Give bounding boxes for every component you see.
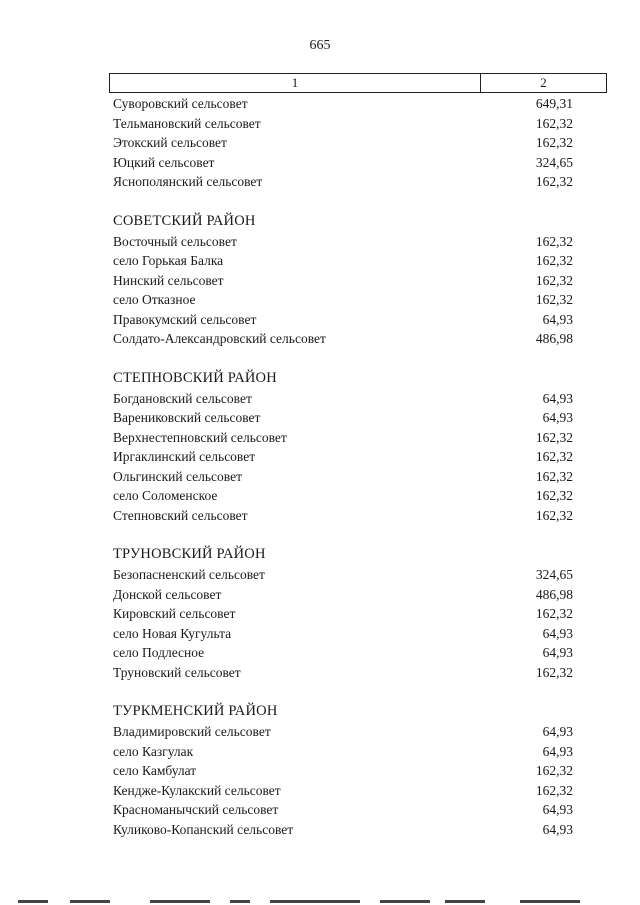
row-name: село Соломенское	[113, 488, 218, 503]
document-body	[113, 94, 573, 839]
table-row	[113, 585, 573, 605]
row-name: Безопасненский сельсовет	[113, 567, 265, 582]
table-row	[113, 486, 573, 506]
scan-mark	[520, 900, 580, 903]
table-row	[113, 133, 573, 153]
table-row	[113, 329, 573, 349]
row-name: Яснополянский сельсовет	[113, 174, 263, 189]
table-row	[113, 114, 573, 134]
row-value: 162,32	[535, 606, 573, 621]
row-value: 162,32	[535, 488, 573, 503]
row-value: 162,32	[535, 292, 573, 307]
row-value: 162,32	[535, 429, 573, 445]
table-row	[113, 447, 573, 467]
district-section	[113, 701, 573, 839]
row-name: Солдато-Александровский сельсовет	[113, 331, 326, 346]
row-name: Верхнестепновский сельсовет	[113, 429, 287, 445]
table-row	[113, 310, 573, 330]
row-value: 64,93	[542, 311, 573, 327]
row-value: 64,93	[542, 743, 573, 759]
row-name: Правокумский сельсовет	[113, 311, 257, 327]
row-value: 162,32	[535, 782, 573, 798]
table-row	[113, 761, 573, 781]
row-value: 162,32	[535, 763, 573, 778]
row-value: 162,32	[535, 664, 573, 680]
row-value: 324,65	[535, 154, 573, 170]
district-title: СОВЕТСКИЙ РАЙОН	[113, 212, 256, 229]
table-row	[113, 643, 573, 663]
table-row	[113, 742, 573, 762]
row-value: 486,98	[535, 586, 573, 602]
row-name: Донской сельсовет	[113, 586, 222, 602]
scan-mark	[380, 900, 430, 903]
district-title: ТРУНОВСКИЙ РАЙОН	[113, 546, 266, 562]
table-row	[113, 624, 573, 644]
scan-mark	[18, 900, 48, 903]
scan-mark	[150, 900, 210, 903]
table-row	[113, 820, 573, 840]
row-name: Этокский сельсовет	[113, 135, 227, 150]
district-title: ТУРКМЕНСКИЙ РАЙОН	[113, 703, 278, 719]
scan-mark	[230, 900, 250, 903]
row-name: Степновский сельсовет	[113, 507, 248, 523]
row-name: село Новая Кугульта	[113, 625, 232, 641]
table-row	[113, 800, 573, 820]
table-header	[109, 73, 607, 93]
row-value: 162,32	[535, 135, 573, 150]
row-value: 324,65	[535, 567, 573, 582]
scan-mark	[70, 900, 110, 903]
row-name: Кендже-Кулакский сельсовет	[113, 782, 281, 798]
row-name: Тельмановский сельсовет	[113, 115, 261, 131]
table-row	[113, 251, 573, 271]
row-name: село Камбулат	[113, 763, 197, 778]
row-name: Ольгинский сельсовет	[113, 468, 242, 484]
row-name: село Казгулак	[113, 743, 194, 759]
district-title: СТЕПНОВСКИЙ РАЙОН	[113, 369, 277, 386]
row-value: 64,93	[542, 724, 573, 739]
table-row	[113, 428, 573, 448]
row-name: Восточный сельсовет	[113, 233, 237, 249]
scan-mark	[270, 900, 360, 903]
row-name: Юцкий сельсовет	[113, 154, 215, 170]
row-name: Кировский сельсовет	[113, 606, 236, 621]
district-section	[113, 544, 573, 682]
table-row	[113, 389, 573, 409]
row-value: 64,93	[542, 802, 573, 817]
district-section	[113, 211, 573, 349]
table-row	[113, 467, 573, 487]
top-rows	[113, 94, 573, 192]
row-name: село Отказное	[113, 292, 196, 307]
scan-mark	[445, 900, 485, 903]
table-row	[113, 663, 573, 683]
table-row	[113, 722, 573, 742]
table-row	[113, 153, 573, 173]
row-name: Нинский сельсовет	[113, 272, 224, 288]
table-row	[113, 781, 573, 801]
row-value: 649,31	[535, 96, 573, 111]
row-value: 162,32	[535, 174, 573, 189]
row-name: село Подлесное	[113, 645, 205, 660]
row-value: 64,93	[542, 410, 573, 425]
row-name: Иргаклинский сельсовет	[113, 449, 256, 464]
header-col-1: 1	[110, 74, 481, 92]
table-row	[113, 506, 573, 526]
table-row	[113, 565, 573, 585]
row-name: Варениковский сельсовет	[113, 410, 261, 425]
header-col-2: 2	[540, 75, 547, 90]
table-row	[113, 94, 573, 114]
row-value: 162,32	[535, 449, 573, 464]
scan-edge-marks	[0, 898, 640, 905]
row-value: 64,93	[542, 821, 573, 837]
table-row	[113, 604, 573, 624]
row-value: 486,98	[535, 331, 573, 346]
row-name: Суворовский сельсовет	[113, 96, 248, 111]
row-value: 64,93	[542, 645, 573, 660]
row-value: 64,93	[542, 390, 573, 406]
table-row	[113, 290, 573, 310]
row-value: 162,32	[535, 253, 573, 268]
row-value: 162,32	[535, 115, 573, 131]
row-value: 162,32	[535, 233, 573, 249]
row-name: Красноманычский сельсовет	[113, 802, 279, 817]
row-value: 64,93	[542, 625, 573, 641]
row-value: 162,32	[535, 468, 573, 484]
page-number: 665	[309, 38, 331, 53]
table-row	[113, 232, 573, 252]
row-value: 162,32	[535, 272, 573, 288]
row-name: Владимировский сельсовет	[113, 724, 271, 739]
table-row	[113, 271, 573, 291]
row-name: Богдановский сельсовет	[113, 390, 252, 406]
row-name: Труновский сельсовет	[113, 664, 241, 680]
row-name: село Горькая Балка	[113, 253, 224, 268]
district-section	[113, 368, 573, 526]
table-row	[113, 172, 573, 192]
row-value: 162,32	[535, 507, 573, 523]
row-name: Куликово-Копанский сельсовет	[113, 821, 294, 837]
table-row	[113, 408, 573, 428]
